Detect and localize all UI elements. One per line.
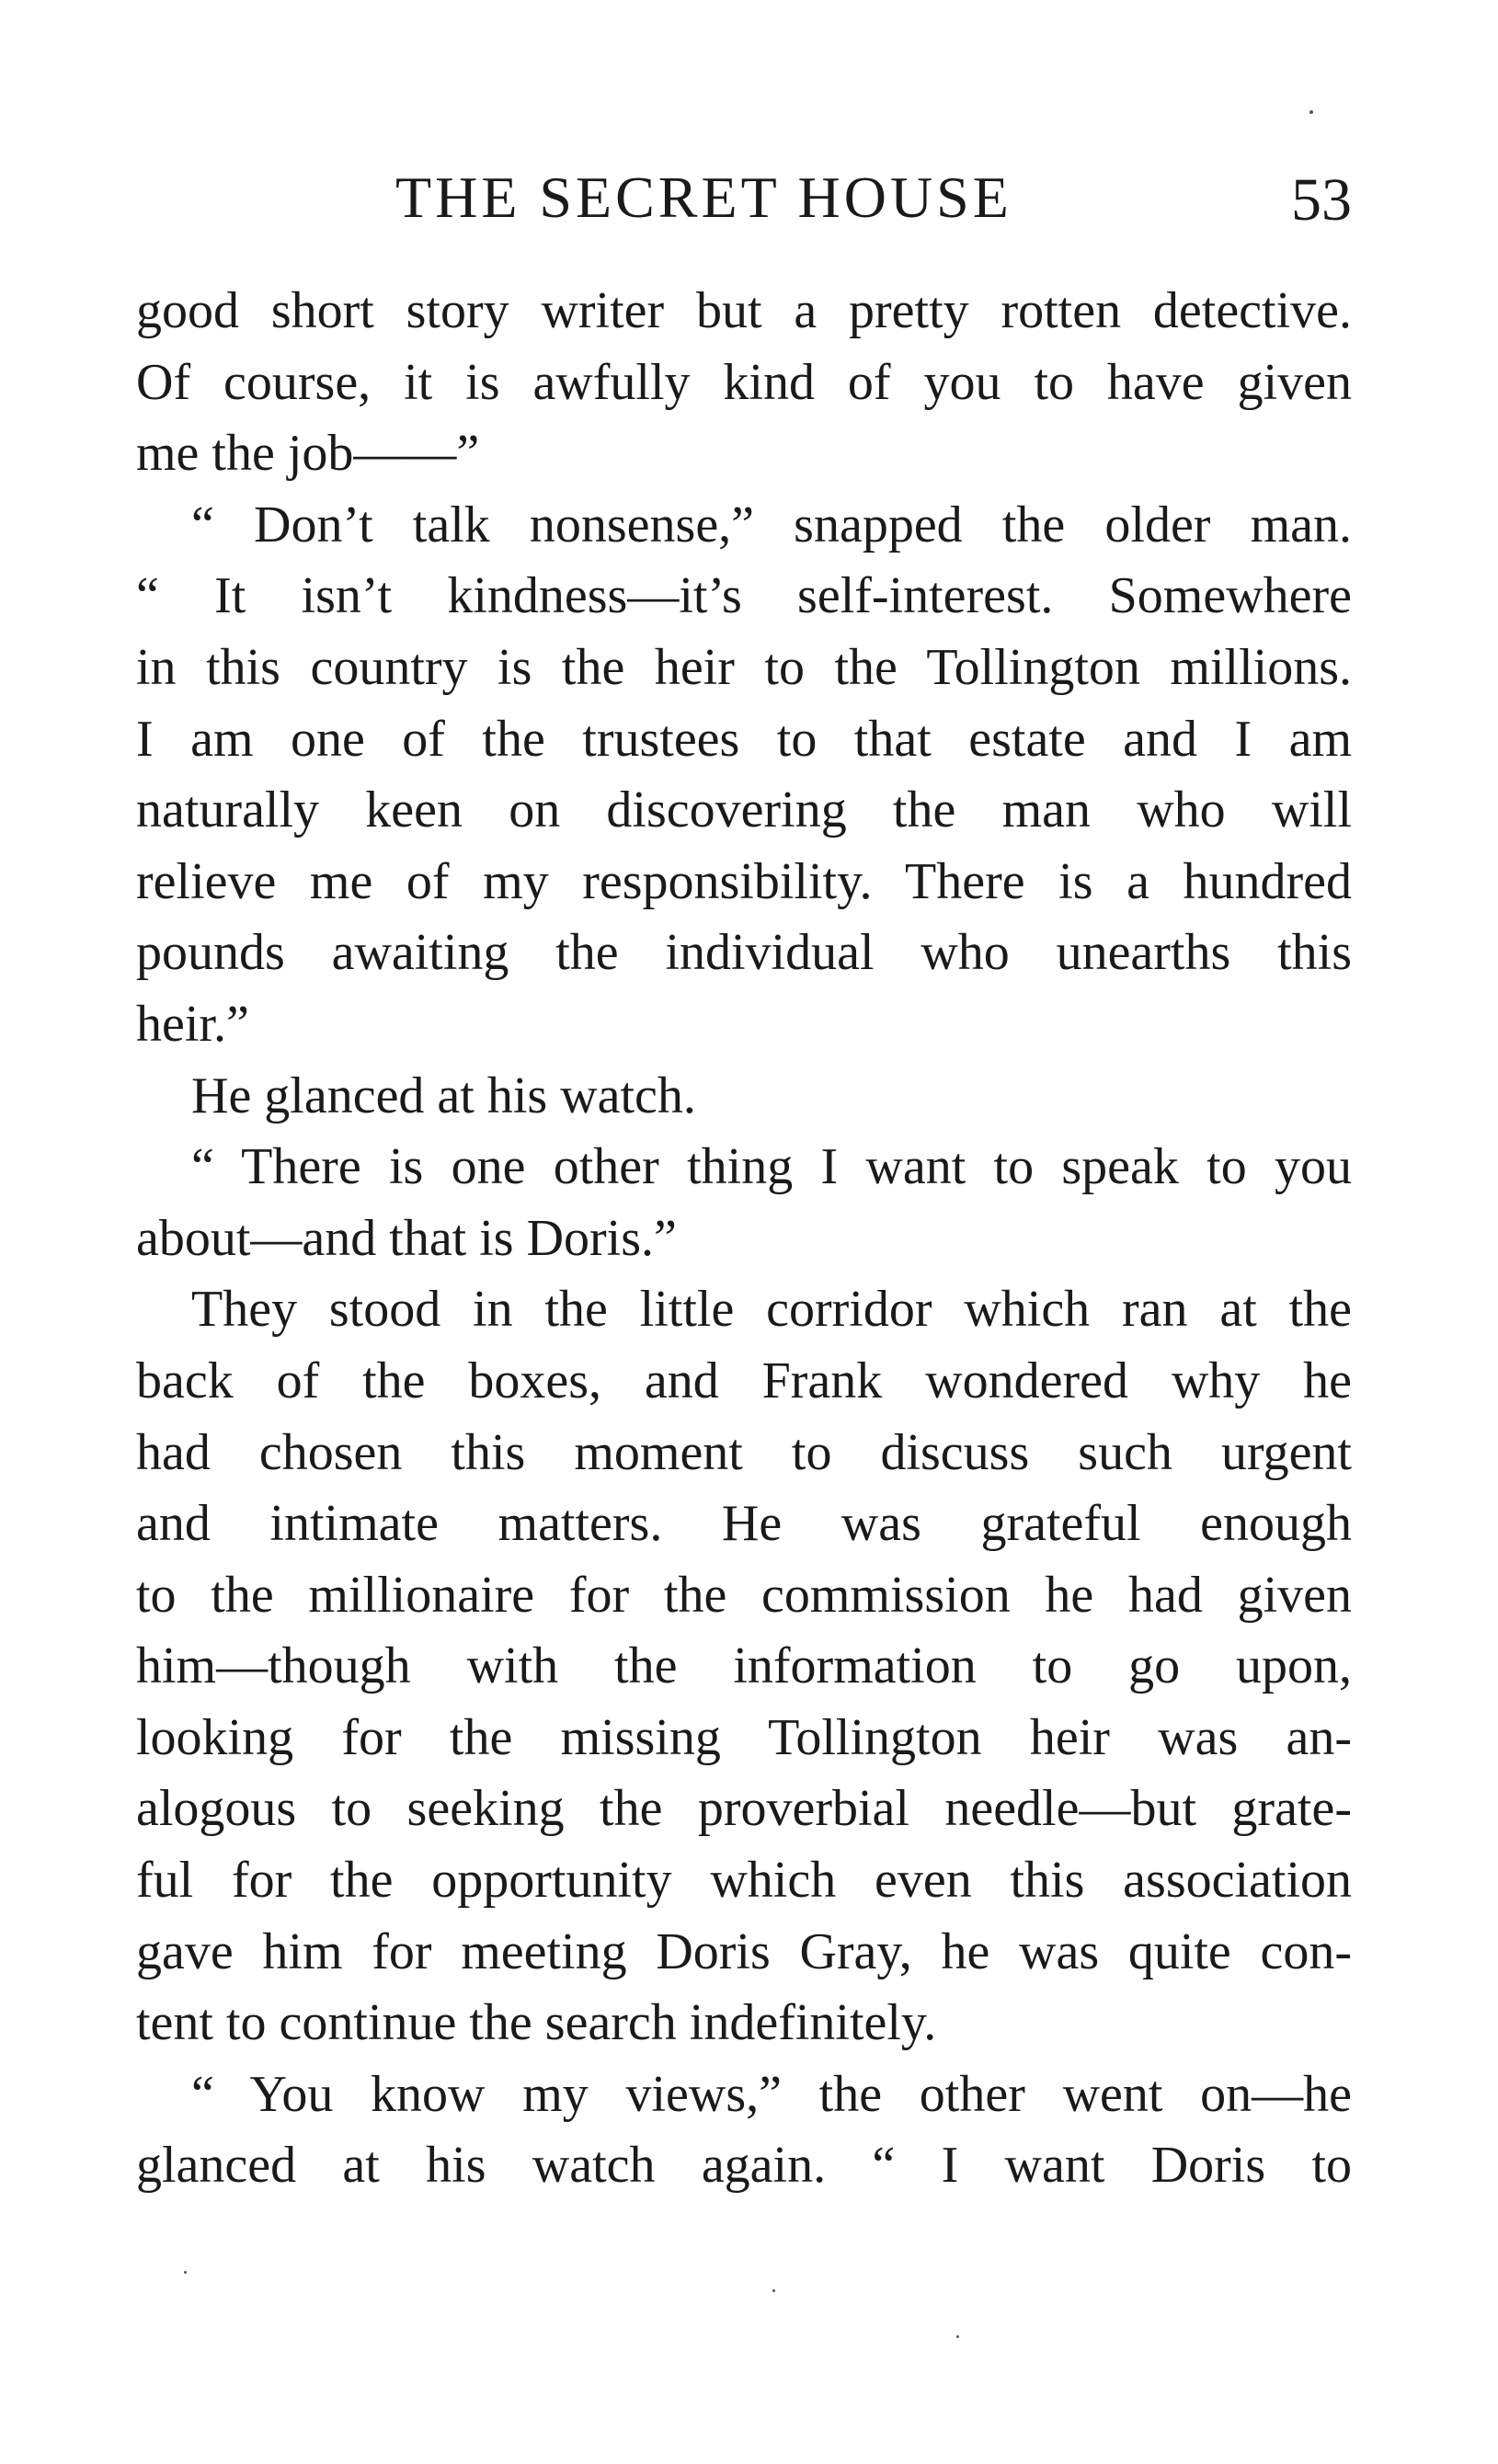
body-text	[136, 276, 1352, 2202]
text-line: gave him for meeting Doris Gray, he was quite con-	[136, 1922, 1352, 1980]
scan-speck	[1309, 110, 1313, 114]
text-line: “ There is one other thing I want to speak to you	[191, 1138, 1352, 1196]
text-line: in this country is the heir to the Tollington millions.	[136, 638, 1352, 696]
text-line: looking for the missing Tollington heir was an-	[136, 1708, 1352, 1766]
text-line: Of course, it is awfully kind of you to have given	[136, 353, 1352, 411]
running-title: THE SECRET HOUSE	[395, 165, 1012, 230]
text-line: “ You know my views,” the other went on—he	[191, 2065, 1352, 2123]
text-line: had chosen this moment to discuss such urgent	[136, 1423, 1352, 1481]
scan-speck	[772, 2289, 775, 2292]
text-line: him—though with the information to go upon,	[136, 1637, 1352, 1695]
text-line: tent to continue the search indefinitely.	[136, 1994, 937, 2052]
text-line: “ It isn’t kindness—it’s self-interest. Somewhere	[136, 567, 1352, 625]
text-line: heir.”	[136, 995, 249, 1053]
text-line: me the job——”	[136, 425, 480, 483]
text-line: alogous to seeking the proverbial needle—but grate-	[136, 1780, 1352, 1838]
text-line: and intimate matters. He was grateful enough	[136, 1495, 1352, 1553]
text-line: about—and that is Doris.”	[136, 1209, 677, 1267]
text-line: back of the boxes, and Frank wondered why he	[136, 1352, 1352, 1409]
scan-speck	[956, 2335, 959, 2338]
text-line: They stood in the little corridor which ran at the	[191, 1281, 1352, 1339]
text-line: good short story writer but a pretty rotten detective.	[136, 282, 1352, 339]
text-line: relieve me of my responsibility. There is a hundred	[136, 852, 1352, 910]
text-line: He glanced at his watch.	[191, 1067, 696, 1124]
text-line: I am one of the trustees to that estate and I am	[136, 710, 1352, 768]
text-line: ful for the opportunity which even this association	[136, 1852, 1352, 1910]
text-line: naturally keen on discovering the man who will	[136, 781, 1352, 839]
scan-speck	[184, 2271, 187, 2274]
page-number: 53	[1291, 166, 1352, 234]
text-line: to the millionaire for the commission he had given	[136, 1566, 1352, 1624]
running-head	[138, 156, 1352, 239]
text-line: glanced at his watch again. “ I want Doris to	[136, 2137, 1352, 2195]
text-line: pounds awaiting the individual who unearths this	[136, 924, 1352, 982]
text-line: “ Don’t talk nonsense,” snapped the older man.	[191, 496, 1352, 553]
